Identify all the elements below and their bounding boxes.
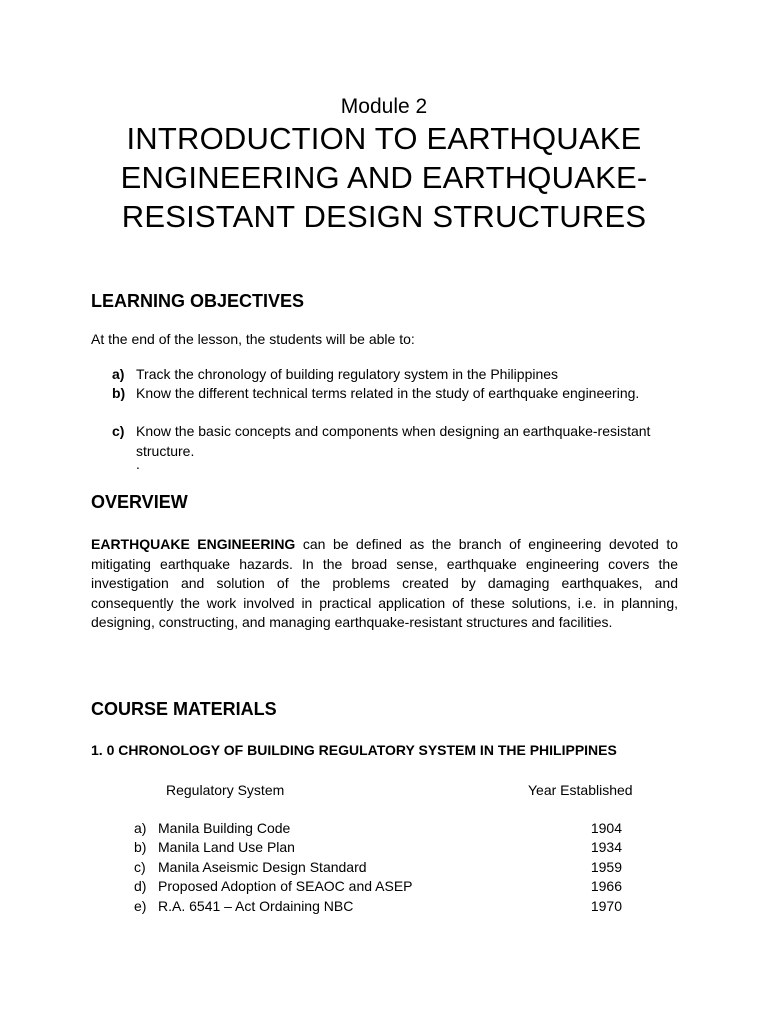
row-system: Manila Land Use Plan bbox=[158, 839, 295, 855]
row-letter: b) bbox=[134, 839, 147, 855]
table-header-system: Regulatory System bbox=[166, 782, 285, 798]
chronology-subheading: 1. 0 CHRONOLOGY OF BUILDING REGULATORY SYSTEM IN THE PHILIPPINES bbox=[91, 742, 617, 758]
row-system: Manila Building Code bbox=[158, 820, 291, 836]
objective-marker: a) bbox=[112, 366, 125, 382]
row-year: 1934 bbox=[590, 839, 622, 855]
learning-objectives-heading: LEARNING OBJECTIVES bbox=[91, 291, 305, 311]
trailing-period: . bbox=[136, 456, 140, 472]
objective-text: Know the basic concepts and components when designing an earthquake-resistant structure. bbox=[136, 423, 651, 459]
row-letter: c) bbox=[134, 859, 146, 875]
objectives-intro: At the end of the lesson, the students will be able to: bbox=[91, 331, 415, 347]
overview-body: can be defined as the branch of engineering devoted to mitigating earthquake hazards. In the broad sense, earthquake engineering covers the investigation and solution of the problems created by damaging earthquakes, and consequently the work involved in practical application of these solutions, i.e. in planning, designing, constructing, and managing earthquake-resistant structures and facilities. bbox=[91, 536, 679, 630]
title-line-1: INTRODUCTION TO EARTHQUAKE bbox=[126, 121, 642, 156]
objective-marker: c) bbox=[112, 423, 125, 439]
overview-heading: OVERVIEW bbox=[91, 492, 188, 512]
row-year: 1904 bbox=[590, 820, 622, 836]
row-system: Manila Aseismic Design Standard bbox=[158, 859, 367, 875]
row-letter: d) bbox=[134, 878, 147, 894]
row-year: 1970 bbox=[590, 898, 622, 914]
course-materials-heading: COURSE MATERIALS bbox=[91, 699, 277, 719]
objective-text: Track the chronology of building regulatory system in the Philippines bbox=[136, 366, 559, 382]
objective-marker: b) bbox=[112, 385, 126, 401]
row-year: 1959 bbox=[590, 859, 622, 875]
title-line-2: ENGINEERING AND EARTHQUAKE- bbox=[120, 160, 648, 195]
table-header-year: Year Established bbox=[528, 782, 633, 798]
title-line-3: RESISTANT DESIGN STRUCTURES bbox=[121, 199, 647, 234]
module-label: Module 2 bbox=[340, 95, 428, 118]
row-system: R.A. 6541 – Act Ordaining NBC bbox=[158, 898, 354, 914]
row-year: 1966 bbox=[590, 878, 622, 894]
overview-paragraph bbox=[91, 535, 678, 633]
objective-text: Know the different technical terms related in the study of earthquake engineering. bbox=[136, 385, 640, 401]
overview-lead-term: EARTHQUAKE ENGINEERING bbox=[91, 536, 296, 552]
row-letter: a) bbox=[134, 820, 147, 836]
row-system: Proposed Adoption of SEAOC and ASEP bbox=[158, 878, 413, 894]
row-letter: e) bbox=[134, 898, 147, 914]
